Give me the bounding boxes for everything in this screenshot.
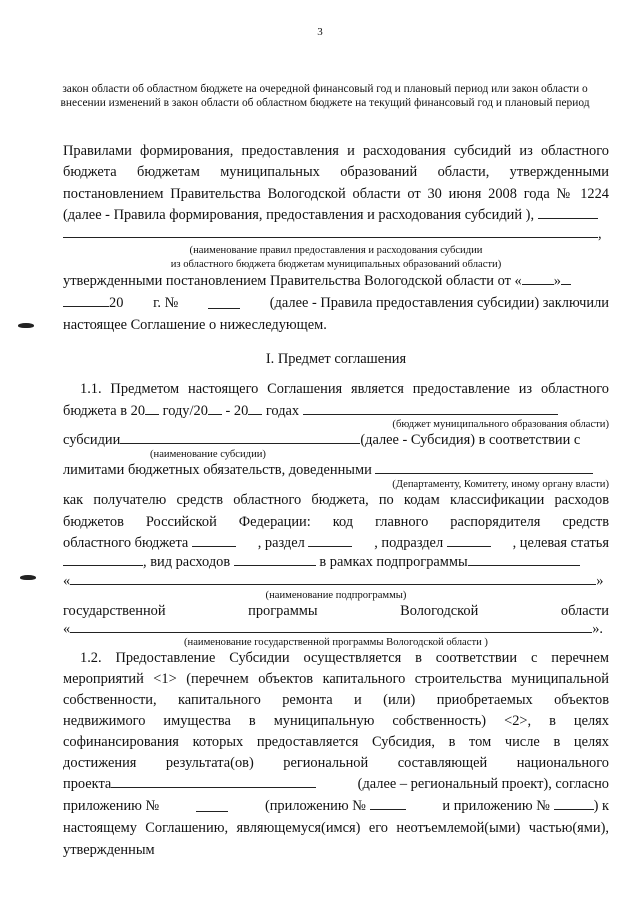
p1-line-6: утвержденными постановлением Правительства Вологодской области от « » [63, 272, 571, 290]
blank-line [196, 800, 228, 812]
s11-line-4: лимитами бюджетных обязательств, доведенными [63, 461, 593, 479]
s12-line-9: настоящему Соглашению, являющемуся(имся) его неотъемлемой(ыми) частью(ями), [63, 820, 609, 836]
blank-line [70, 573, 596, 585]
blank-line [208, 297, 240, 309]
blank-line [447, 535, 491, 547]
s11-line-7: областного бюджета , раздел , подраздел , целевая статья [63, 535, 609, 551]
blank-line [63, 226, 598, 238]
punch-mark-bottom [20, 575, 36, 580]
p1-line-7: 20 г. № (далее - Правила предоставления субсидии) заключили [63, 294, 609, 312]
s11-line-1: 1.1. Предметом настоящего Соглашения является предоставление из областного [80, 381, 609, 397]
s11-caption-subprogram: (наименование подпрограммы) [265, 590, 407, 601]
s11-caption-subsidy: (наименование субсидии) [150, 449, 266, 460]
section-title: I. Предмет соглашения [265, 351, 407, 367]
blank-line [303, 403, 558, 415]
s11-line-6: бюджетов Российской Федерации: код главного распорядителя средств [63, 514, 609, 530]
s12-line-7: проекта (далее – региональный проект), согласно [63, 776, 609, 792]
blank-line [63, 554, 143, 566]
s11-line-2: бюджета в 20 году/20 - 20 годах [63, 402, 558, 420]
s12-line-1: 1.2. Предоставление Субсидии осуществляется в соответствии с перечнем [80, 650, 609, 666]
blank-line [111, 776, 316, 788]
p1-caption-1: (наименование правил предоставления и расходования субсидии [189, 245, 483, 256]
p1-caption-2: из областного бюджета бюджетам муниципальных образований области) [170, 259, 502, 270]
p1-line-4: (далее - Правила формирования, предоставления и расходования субсидий ), [63, 206, 598, 224]
s12-line-2: мероприятий <1> (перечнем объектов капитального строительства муниципальной [63, 671, 609, 687]
s11-caption-program: (наименование государственной программы Вологодской области ) [184, 637, 488, 648]
blank-line [554, 798, 594, 810]
blank-line [538, 207, 598, 219]
s11-caption-dept: (Департаменту, Комитету, иному органу власти) [392, 479, 609, 490]
s11-line-5: как получателю средств областного бюджета, по кодам классификации расходов [63, 492, 609, 508]
s12-line-4: недвижимого имущества в муниципальную собственность) <2>, в целях [63, 713, 609, 729]
p1-line-3: постановлением Правительства Вологодской области от 30 июня 2008 года № 1224 [63, 186, 609, 202]
s12-line-5: софинансирования которых предоставляется Субсидия, в том числе в целях [63, 734, 609, 750]
p1-line-8: настоящее Соглашение о нижеследующем. [63, 317, 327, 333]
punch-mark-top [18, 323, 34, 328]
blank-line [145, 403, 159, 415]
s12-line-3: собственности, капитального ремонта и (или) приобретаемых объектов [63, 692, 609, 708]
blank-line [120, 432, 360, 444]
blank-line [63, 295, 109, 307]
p1-line-2: бюджета бюджетам муниципальных образований области, утвержденными [63, 164, 609, 180]
p1-line-1: Правилами формирования, предоставления и расходования субсидий из областного [63, 143, 609, 159]
blank-line [561, 273, 571, 285]
s11-line-11: « ». [63, 621, 603, 637]
s11-caption-budget: (бюджет муниципального образования области) [392, 419, 609, 430]
s11-line-8: , вид расходов в рамках подпрограммы [63, 553, 580, 571]
blank-line [208, 403, 222, 415]
blank-line [522, 273, 554, 285]
s11-line-10: государственной программы Вологодской области [63, 603, 609, 619]
s11-line-3: субсидии (далее - Субсидия) в соответствии с [63, 432, 581, 448]
blank-line [370, 798, 406, 810]
s12-line-8: приложению № (приложению № и приложению № ) к [63, 798, 609, 814]
s11-line-9: « » [63, 573, 604, 589]
p1-line-5: , [63, 225, 602, 243]
blank-line [70, 621, 592, 633]
blank-line [308, 535, 352, 547]
blank-line [192, 535, 236, 547]
blank-line [248, 403, 262, 415]
blank-line [375, 462, 593, 474]
header-note: закон области об областном бюджете на очередной финансовый год и плановый период или закон области о внесении изменений в закон области об областном бюджете на текущий финансовый год и плановый период [60, 83, 590, 109]
blank-line [468, 554, 580, 566]
s12-line-10: утвержденным [63, 842, 155, 858]
page-number: 3 [317, 26, 323, 38]
blank-line [234, 554, 316, 566]
s12-line-6: достижения результата(ов) региональной составляющей национального [63, 755, 609, 771]
